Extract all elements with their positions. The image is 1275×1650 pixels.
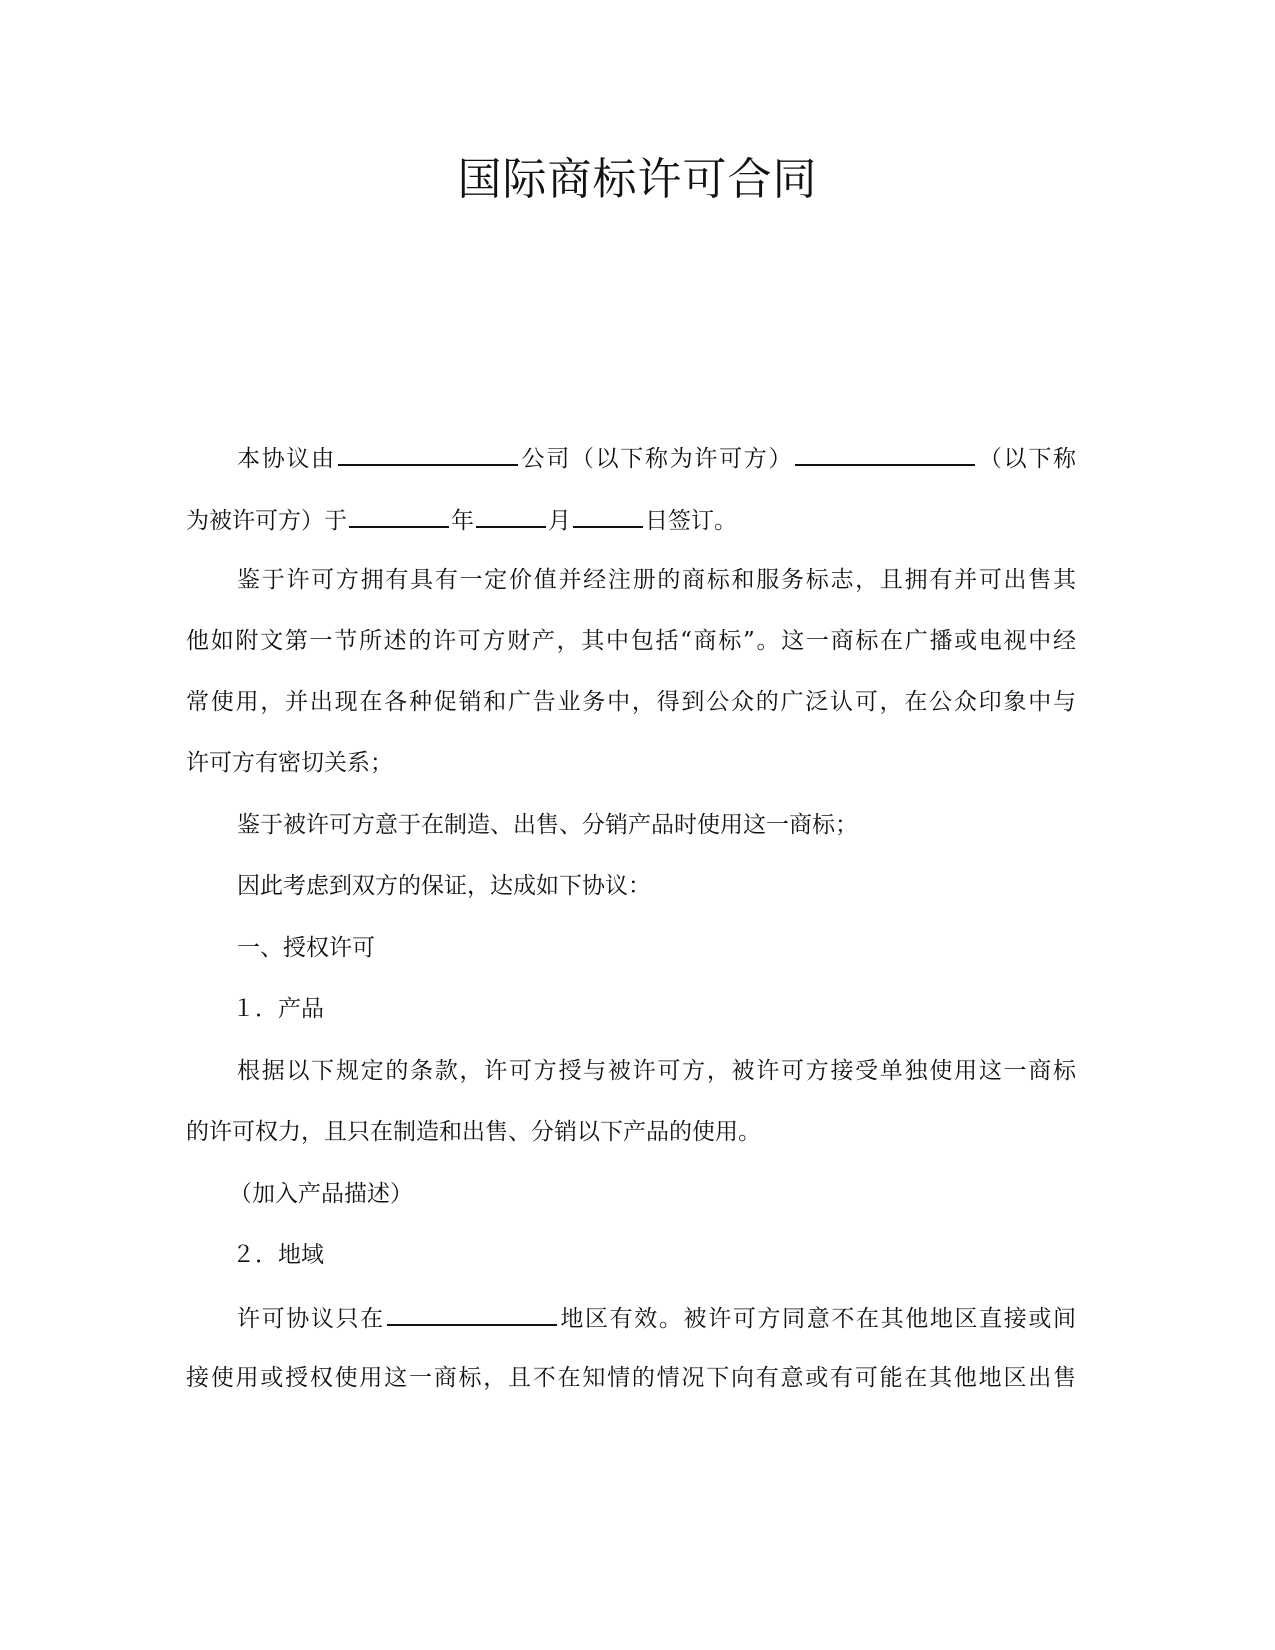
recital-1-line-4: 许可方有密切关系； (186, 750, 393, 776)
territory-clause-line-1 (237, 1300, 1076, 1336)
product-description-placeholder: （加入产品描述） (229, 1181, 413, 1207)
recital-1-line-1: 鉴于许可方拥有具有一定价值并经注册的商标和服务标志，且拥有并可出售其 (237, 567, 1076, 593)
agreement-intro: 因此考虑到双方的保证，达成如下协议： (237, 873, 651, 899)
month-blank[interactable] (476, 502, 546, 528)
day-label: 日签订。 (645, 508, 737, 534)
year-blank[interactable] (349, 502, 449, 528)
parties-text-d: 为被许可方）于 (186, 508, 347, 534)
recital-1-line-3: 常使用，并出现在各种促销和广告业务中，得到公众的广泛认可，在公众印象中与 (186, 689, 1076, 715)
parties-line-1 (237, 440, 1076, 476)
item-heading-product: １．产品 (232, 996, 324, 1022)
month-label: 月 (548, 508, 571, 534)
parties-text-a: 本协议由 (237, 446, 336, 472)
recital-2: 鉴于被许可方意于在制造、出售、分销产品时使用这一商标； (237, 812, 858, 838)
item-heading-territory: ２．地域 (232, 1242, 324, 1268)
day-blank[interactable] (573, 502, 643, 528)
document-title: 国际商标许可合同 (457, 154, 818, 205)
parties-line-2 (186, 502, 1076, 538)
year-label: 年 (451, 508, 474, 534)
territory-text-a: 许可协议只在 (237, 1306, 385, 1332)
territory-text-b: 地区有效。被许可方同意不在其他地区直接或间 (558, 1306, 1077, 1332)
grant-clause-line-1: 根据以下规定的条款，许可方授与被许可方，被许可方接受单独使用这一商标 (237, 1058, 1076, 1084)
parties-text-c: （以下称 (977, 446, 1077, 472)
grant-clause-line-2: 的许可权力，且只在制造和出售、分销以下产品的使用。 (186, 1119, 761, 1145)
licensee-name-blank[interactable] (795, 440, 975, 466)
recital-1-line-2: 他如附文第一节所述的许可方财产，其中包括“商标”。这一商标在广播或电视中经 (186, 628, 1076, 654)
territory-clause-line-2: 接使用或授权使用这一商标，且不在知情的情况下向有意或有可能在其他地区出售 (186, 1365, 1076, 1391)
licensor-name-blank[interactable] (338, 440, 518, 466)
territory-blank[interactable] (387, 1300, 557, 1326)
section-heading-license-grant: 一、授权许可 (237, 935, 375, 961)
parties-text-b: 公司（以下称为许可方） (519, 446, 794, 472)
